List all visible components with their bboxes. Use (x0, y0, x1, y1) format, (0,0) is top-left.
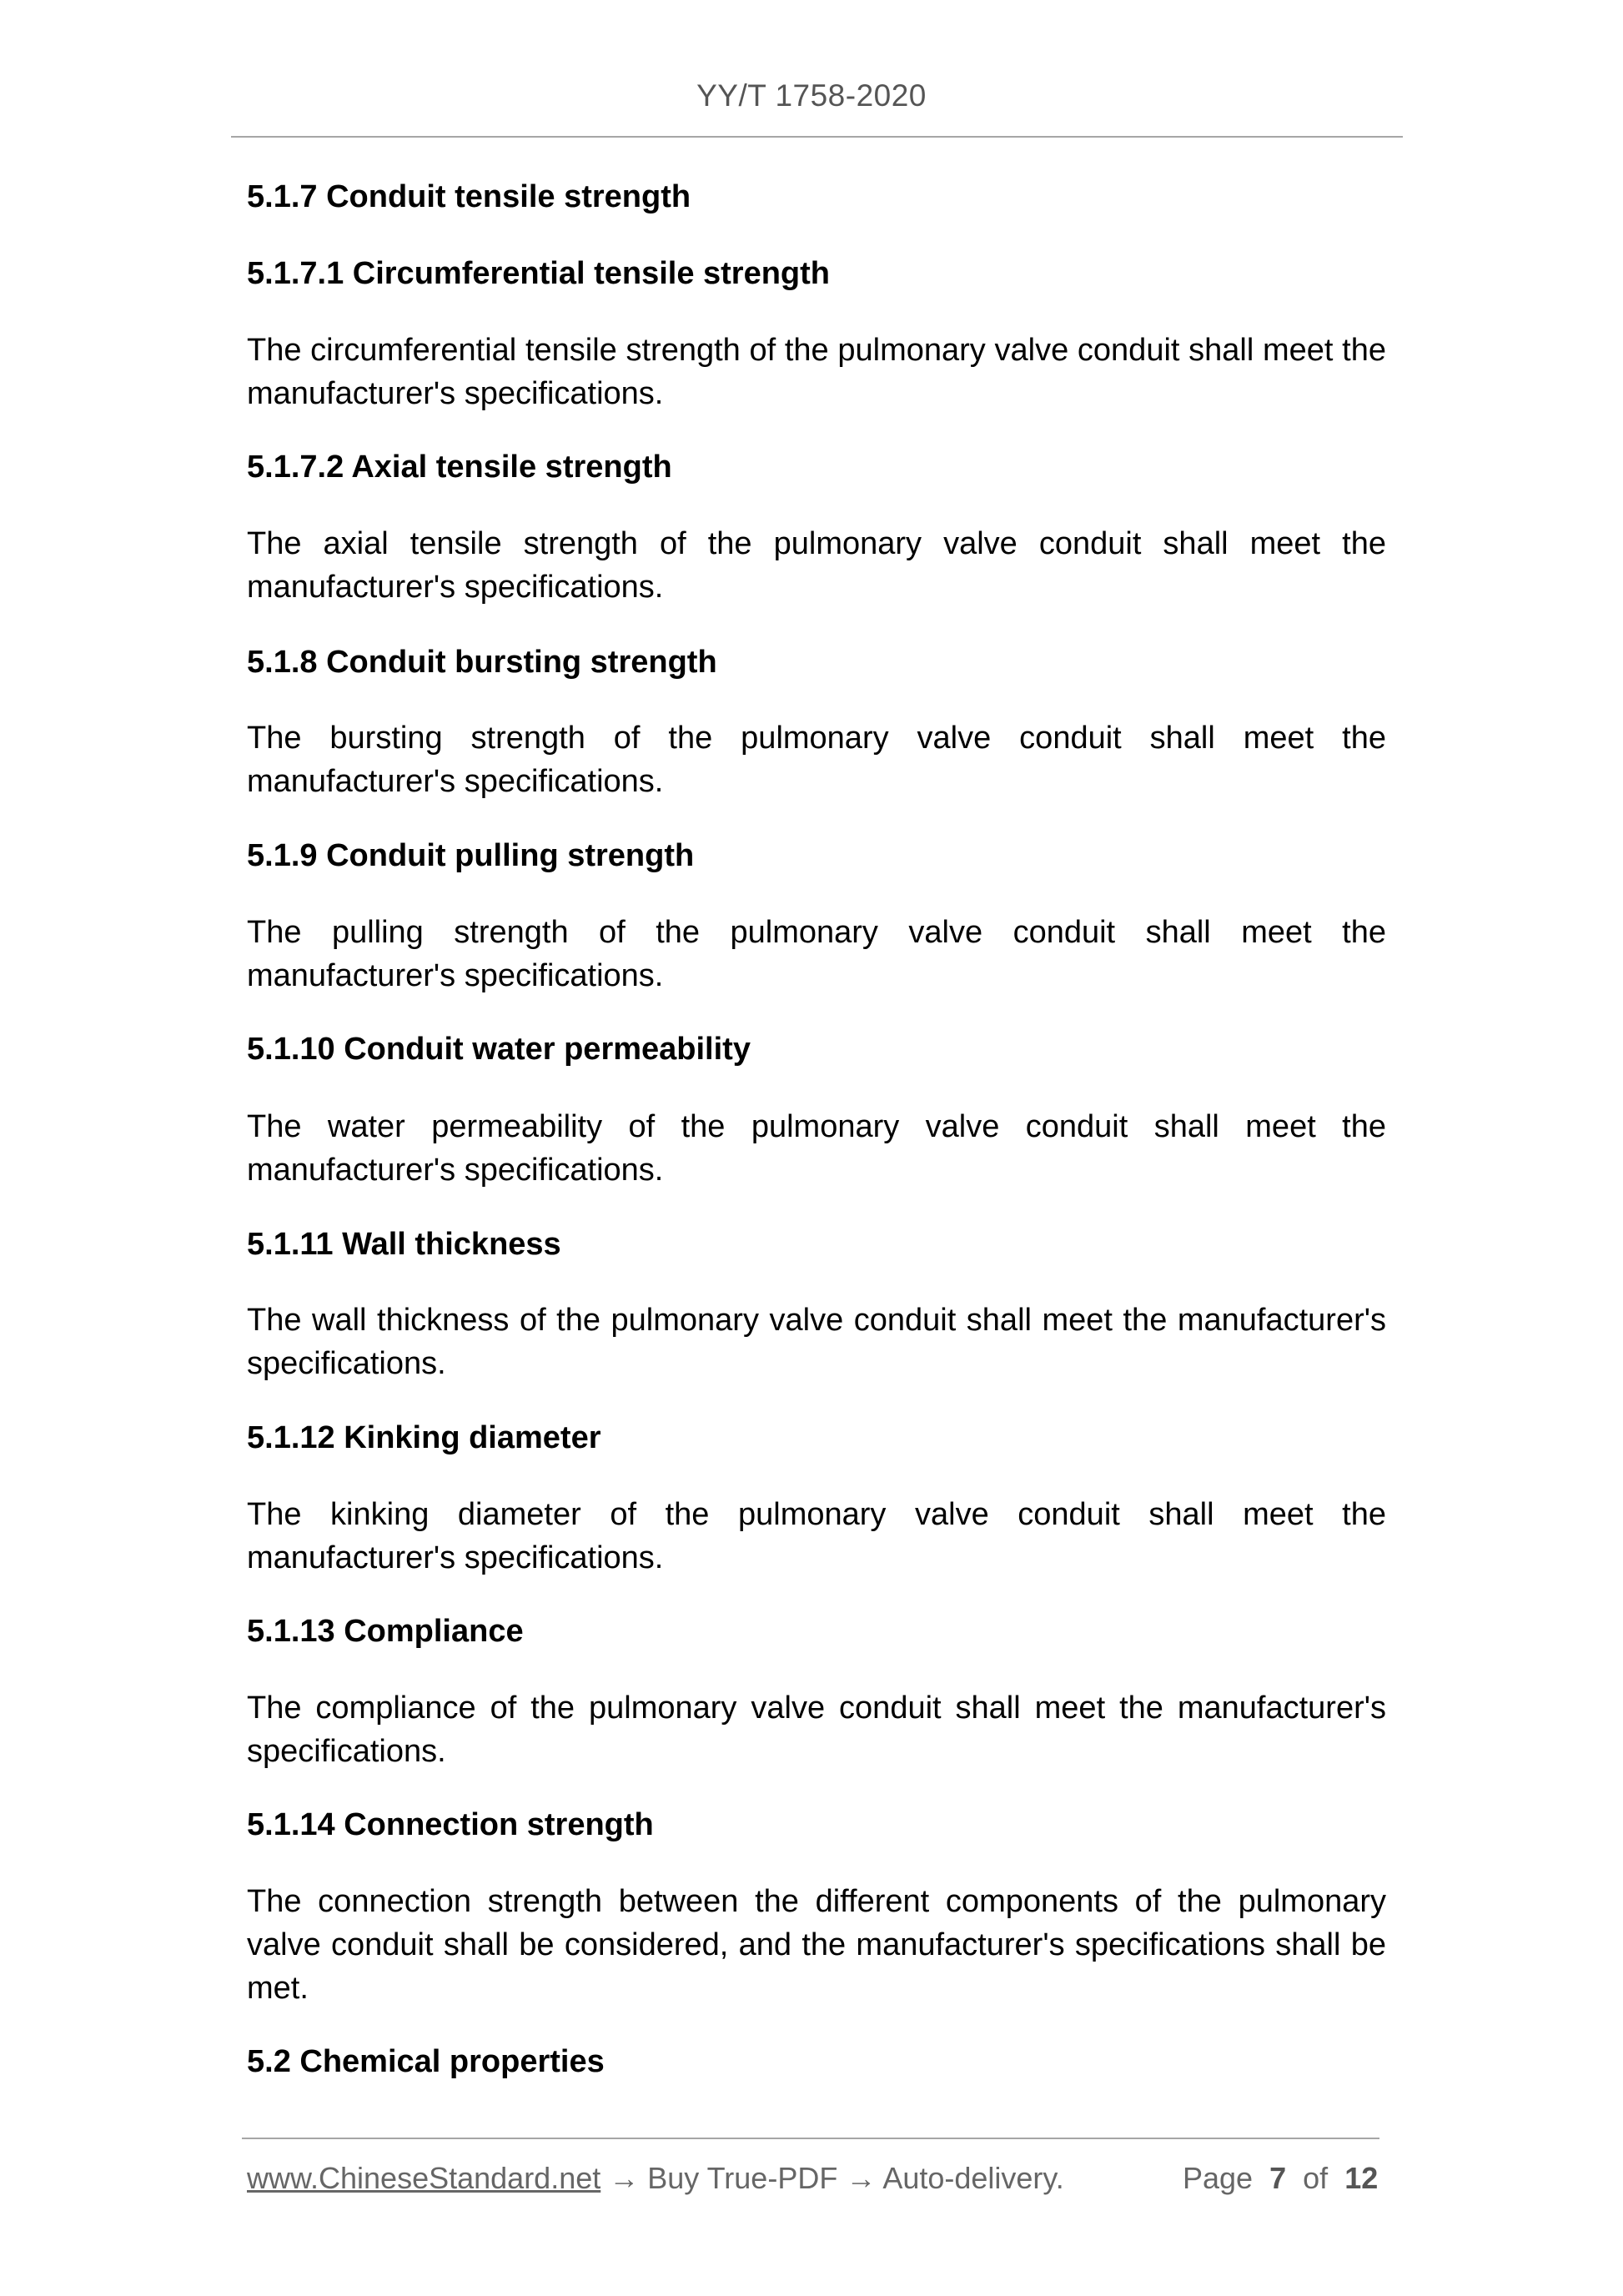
header-divider (231, 136, 1403, 138)
page-current: 7 (1269, 2161, 1287, 2195)
website-link[interactable]: www.ChineseStandard.net (247, 2161, 601, 2195)
section-body-5-1-12: The kinking diameter of the pulmonary valve conduit shall meet the manufacturer's specifications. (247, 1497, 1386, 1575)
page-total: 12 (1344, 2161, 1379, 2195)
section-body-5-1-7-1: The circumferential tensile strength of the pulmonary valve conduit shall meet the manufacturer's specifications. (247, 333, 1386, 411)
section-body-5-1-9: The pulling strength of the pulmonary valve conduit shall meet the manufacturer's specifications. (247, 915, 1386, 993)
section-heading-5-1-12: 5.1.12 Kinking diameter (247, 1420, 601, 1455)
footer-promo-text: → Buy True-PDF → Auto-delivery. (600, 2161, 1064, 2195)
section-heading-5-1-7: 5.1.7 Conduit tensile strength (247, 179, 691, 214)
footer-promo (247, 2160, 1064, 2197)
section-heading-5-1-7-1: 5.1.7.1 Circumferential tensile strength (247, 256, 831, 291)
page-label: Page (1183, 2161, 1254, 2195)
page-indicator (1183, 2160, 1378, 2197)
section-heading-5-1-14: 5.1.14 Connection strength (247, 1807, 654, 1842)
section-heading-5-1-11: 5.1.11 Wall thickness (247, 1227, 561, 1262)
page-of: of (1303, 2161, 1329, 2195)
section-heading-5-1-13: 5.1.13 Compliance (247, 1614, 524, 1649)
section-heading-5-1-7-2: 5.1.7.2 Axial tensile strength (247, 450, 672, 485)
header-doc-code: YY/T 1758-2020 (696, 78, 927, 113)
section-heading-5-2: 5.2 Chemical properties (247, 2044, 605, 2079)
section-heading-5-1-8: 5.1.8 Conduit bursting strength (247, 645, 717, 680)
section-body-5-1-13: The compliance of the pulmonary valve conduit shall meet the manufacturer's specifications. (247, 1691, 1386, 1769)
section-body-5-1-7-2: The axial tensile strength of the pulmonary valve conduit shall meet the manufacturer's specifications. (247, 526, 1386, 605)
footer-divider (242, 2138, 1379, 2139)
section-heading-5-1-9: 5.1.9 Conduit pulling strength (247, 838, 695, 873)
section-body-5-1-10: The water permeability of the pulmonary valve conduit shall meet the manufacturer's specifications. (247, 1109, 1386, 1188)
section-body-5-1-11: The wall thickness of the pulmonary valve conduit shall meet the manufacturer's specifications. (247, 1303, 1386, 1381)
section-body-5-1-8: The bursting strength of the pulmonary valve conduit shall meet the manufacturer's specifications. (247, 721, 1386, 799)
section-heading-5-1-10: 5.1.10 Conduit water permeability (247, 1032, 751, 1067)
section-body-5-1-14: The connection strength between the different components of the pulmonary valve conduit shall be considered, and the manufacturer's specifications shall be met. (247, 1884, 1386, 2006)
